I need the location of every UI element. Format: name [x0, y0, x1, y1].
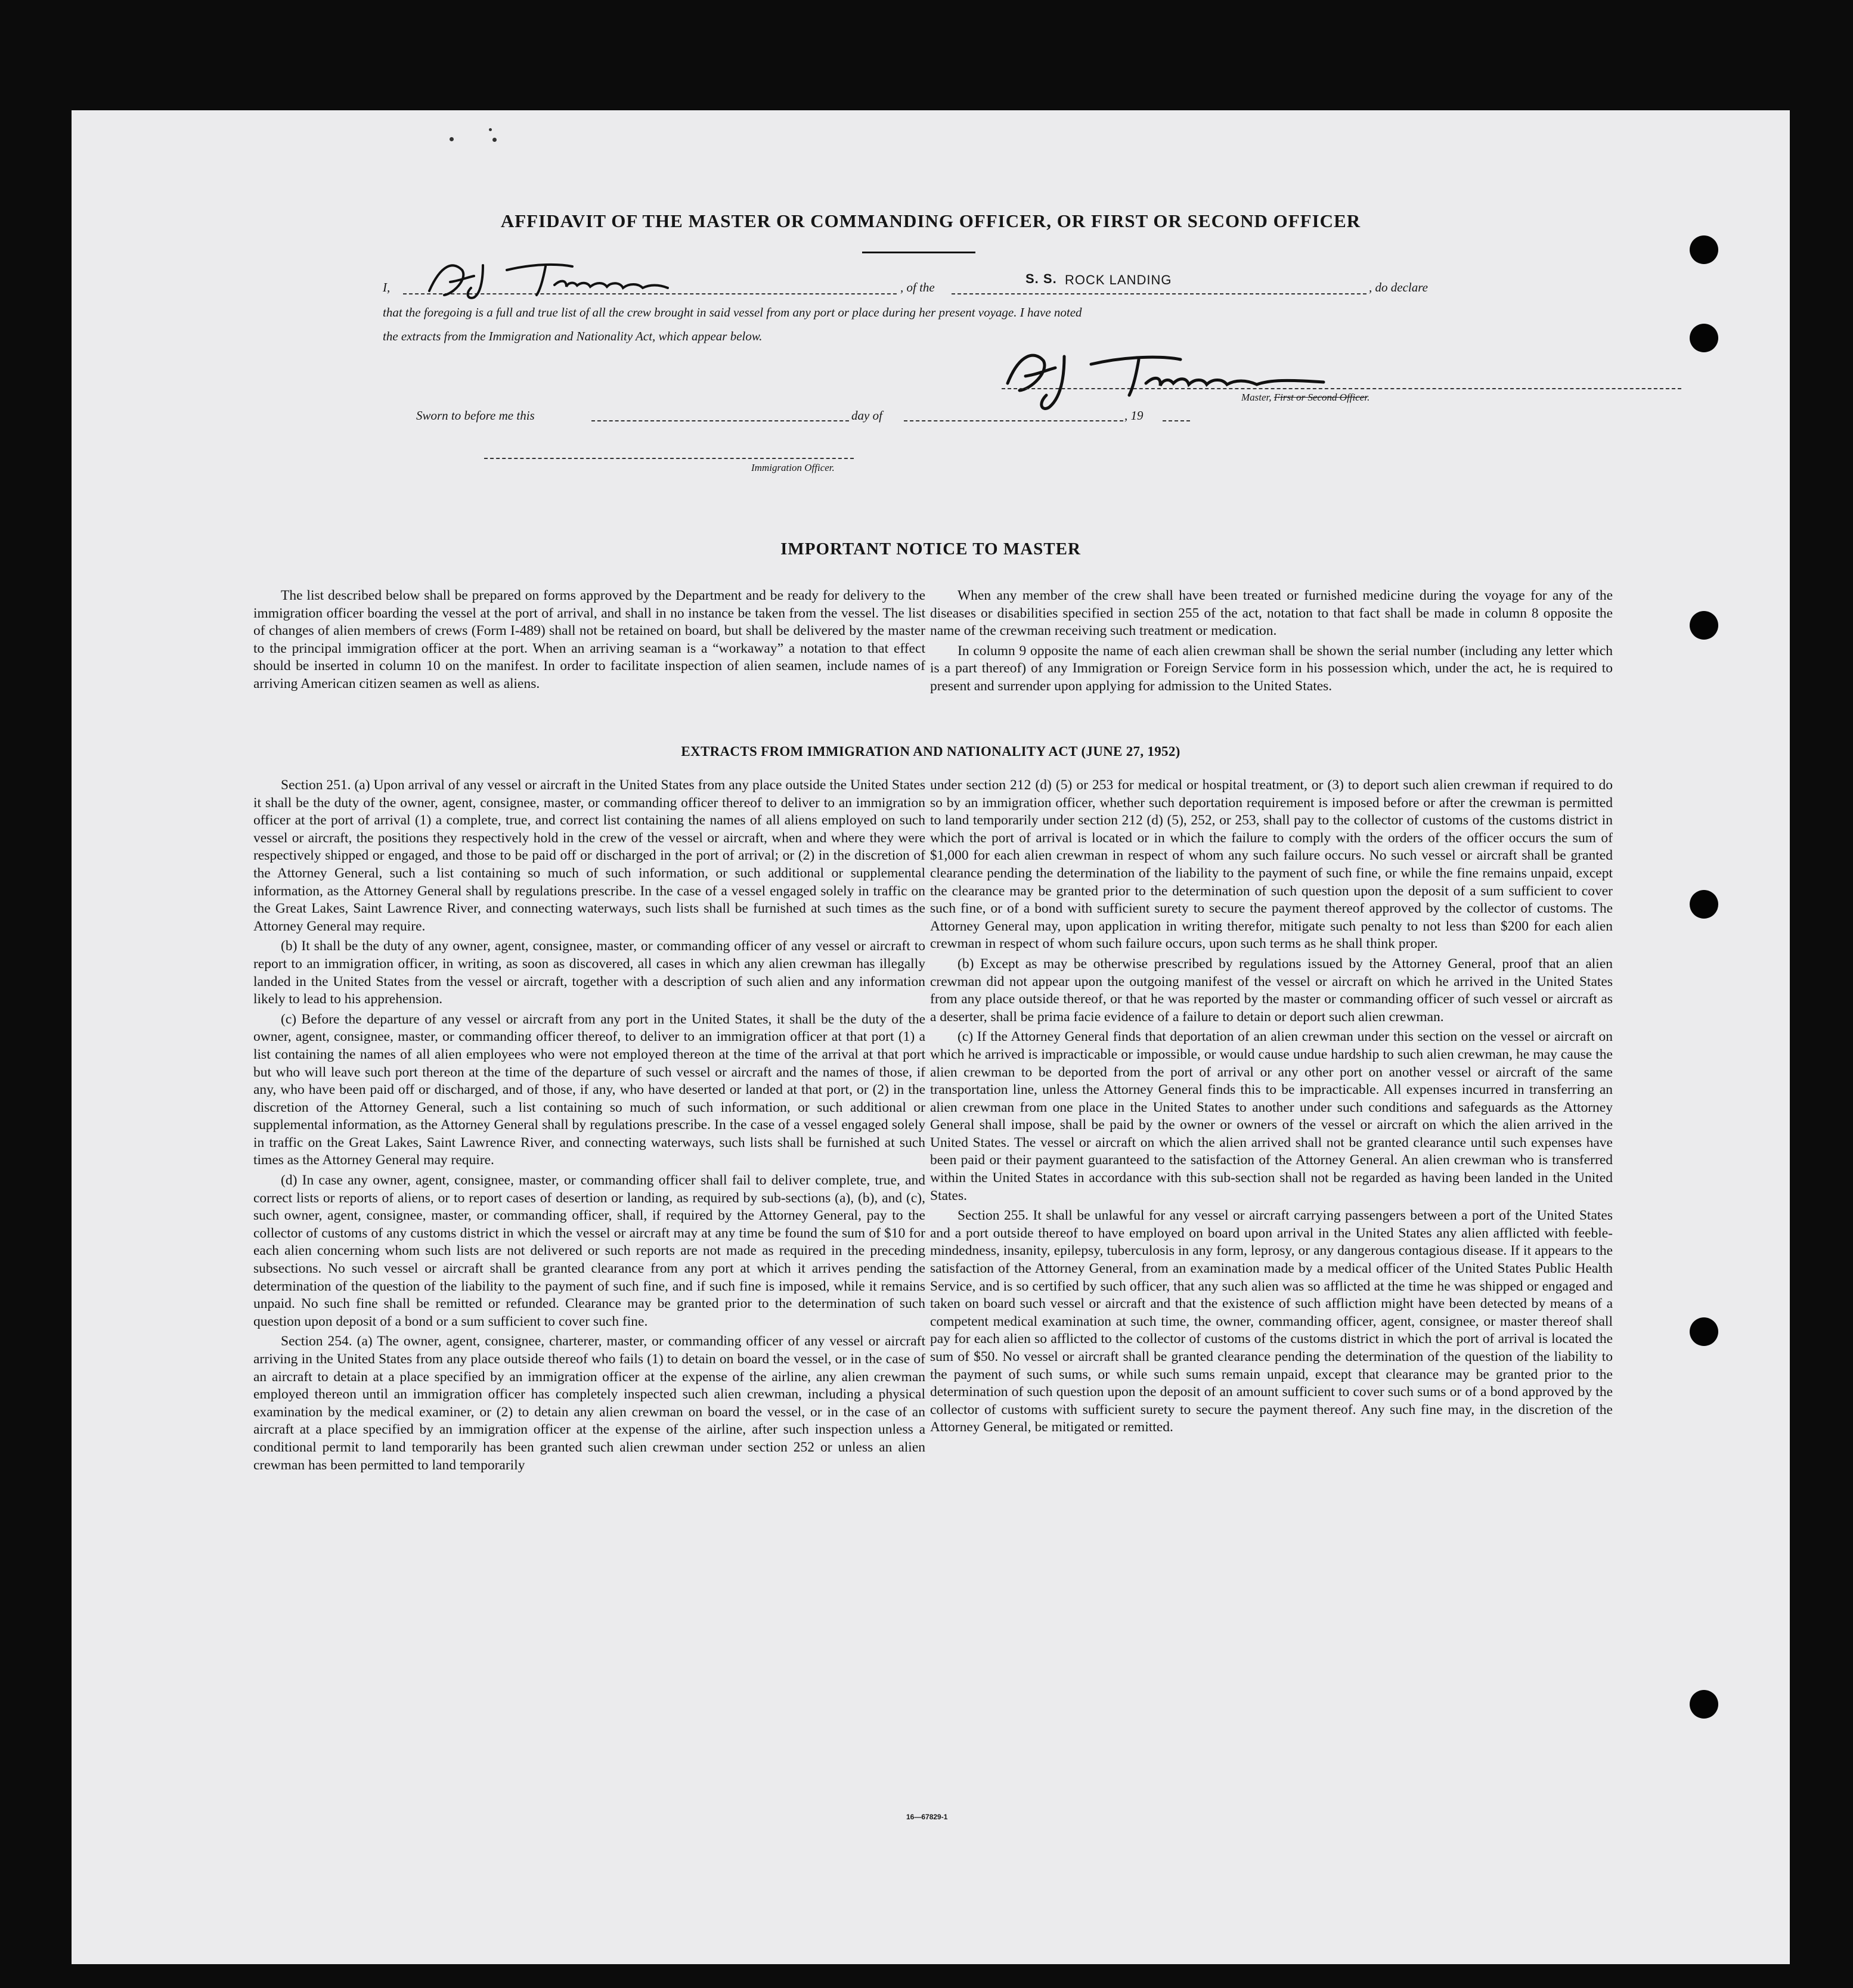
declarant-label: I, — [383, 280, 391, 294]
section-251-d: (d) In case any owner, agent, consignee, master, or commanding officer shall fail to deliver complete, true, and correct lists or reports of aliens, or to report cases of desertion or landing, as required by sub-sections (a), (b), and (c), such owner, agent, consignee, master, or commanding officer, shall, if required by the Attorney General, pay to the collector of customs of any customs district in which the vessel or aircraft may at any time be found the sum of $10 for each alien concerning whom such lists are not delivered or such reports are not made as required in the preceding subsections. No such vessel or aircraft shall be granted clearance from any port at which it arrives pending the determination of the question of the liability to the payment of such fine, and if such fine is imposed, while it remains unpaid. No such fine shall be remitted or refunded. Clearance may be granted prior to the determination of such question upon deposit of a bond or a sum sufficient to cover such fine. — [253, 1173, 925, 1329]
notice-left-column — [253, 587, 925, 693]
master-label: Master, — [1241, 392, 1274, 403]
notice-right-paragraph-1: When any member of the crew shall have been treated or furnished medicine during the voyage for any of the diseases or disabilities specified in section 255 of the act, notation to that fact shall be made in column 8 opposite the name of the crewman receiving such treatment or medication. — [930, 588, 1613, 639]
day-of-label: day of — [851, 408, 882, 423]
immigration-officer-label: Immigration Officer. — [751, 462, 835, 473]
vessel-prefix: S. S. — [1025, 271, 1057, 286]
section-254-b: (b) Except as may be otherwise prescribed by regulations issued by the Attorney General, proof that an alien crewman did not appear upon the outgoing manifest of the vessel or aircraft on which he arrived in the United States from any place outside thereof, or that he was reported by the master or commanding officer of such vessel or aircraft as a deserter, shall be prima facie evidence of a failure to detain or deport such alien crewman. — [930, 956, 1613, 1025]
sworn-date-line — [591, 420, 849, 421]
punch-hole — [1690, 324, 1718, 352]
officer-signature-line — [484, 458, 854, 459]
affidavit-title: AFFIDAVIT OF THE MASTER OR COMMANDING OFFICER, OR FIRST OR SECOND OFFICER — [500, 210, 1361, 231]
struck-officer-label: First or Second Officer — [1273, 392, 1368, 403]
section-255: Section 255. It shall be unlawful for any vessel or aircraft carrying passengers between a port of the United States and a port outside thereof to have employed on board upon arrival in the United States any alien afflicted with feeble-mindedness, insanity, epilepsy, tuberculosis in any form, leprosy, or any dangerous contagious disease. If it appears to the satisfaction of the Attorney General, from an examination made by a medical officer of the United States Public Health Service, and is so certified by such officer, that any such alien was so afflicted at the time he was shipped or engaged and taken on board such vessel or aircraft and that the existence of such affliction might have been detected by means of a competent medical examination at such time, the owner, commanding officer, agent, consignee, or master thereof shall pay for each alien so afflicted to the collector of customs of the customs district in which the port of arrival is located the sum of $50. No vessel or aircraft shall be granted clearance pending the determination of the question of the liability to the payment of such sums, or while such sums remain unpaid, except that clearance may be granted prior to the determination of such question upon the deposit of an amount sufficient to cover such sums or of a bond approved by the collector of customs with sufficient surety to secure the payment thereof. Any such fine may, in the discretion of the Attorney General, be mitigated or remitted. — [930, 1208, 1613, 1435]
notice-left-paragraph: The list described below shall be prepared on forms approved by the Department and be ready for delivery to the immigration officer boarding the vessel at the port of arrival, and shall in no instance be taken from the vessel. The list of changes of alien members of crews (Form I-489) shall not be retained on board, but shall be delivered by the master to the principal immigration officer at the port. When an arriving seaman is a “workaway” a notation to that effect should be inserted in column 10 on the manifest. In order to facilitate inspection of alien seamen, include names of arriving American citizen seamen as well as aliens. — [253, 588, 925, 691]
month-line — [904, 420, 1123, 421]
section-251-b: (b) It shall be the duty of any owner, agent, consignee, master, or commanding officer of any vessel or aircraft to report to an immigration officer, in writing, as soon as discovered, all cases in which any alien crewman has illegally landed in the United States from the vessel or aircraft, together with a description of such alien and any information likely to lead to his apprehension. — [253, 938, 925, 1007]
section-251-a: Section 251. (a) Upon arrival of any vessel or aircraft in the United States from any place outside the United States it shall be the duty of the owner, agent, consignee, master, or commanding officer thereof to deliver to an immigration officer at the port of arrival (1) a complete, true, and correct list containing the names of all aliens employed on such vessel or aircraft, the positions they respectively hold in the crew of the vessel or aircraft, when and where they were respectively shipped or engaged, and those to be paid off or discharged in the port of arrival; or (2) in the discretion of the Attorney General, such a list containing so much of such information, or such additional or supplemental information, as the Attorney General shall by regulations prescribe. In the case of a vessel engaged solely in traffic on the Great Lakes, Saint Lawrence River, and connecting waterways, such lists shall be furnished at such times as the Attorney General may require. — [253, 777, 925, 934]
form-number: 16—67829-1 — [906, 1813, 948, 1821]
vessel-name: ROCK LANDING — [1065, 272, 1172, 287]
signature-line — [1002, 388, 1681, 389]
extracts-right-column — [930, 777, 1613, 1437]
year-line — [1163, 420, 1190, 421]
section-254-a-continued: under section 212 (d) (5) or 253 for medical or hospital treatment, or (3) to deport such alien crewman if required to do so by an immigration officer, whether such deportation requirement is imposed before or after the crewman is permitted to land temporarily under section 212 (d) (5), 252, or 253, shall pay to the collector of customs of the customs district in which the port of arrival is located or in which the failure to comply with the orders of the officer occurs the sum of $1,000 for each alien crewman in respect of whom any such failure occurs. No such vessel or aircraft shall be granted clearance pending the determination of the liability to the payment of such fine, or while the fine remains unpaid, except the clearance may be granted prior to the determination of such question upon the deposit of a sum sufficient to cover such fine, or of a bond with sufficient surety to secure the payment thereof approved by the collector of customs. The Attorney General may, upon application in writing therefor, mitigate such penalty to not less than $200 for each alien crewman in respect of whom such failure occurs, upon such terms as he shall think proper. — [930, 777, 1613, 952]
declare-label: , do declare — [1369, 280, 1428, 294]
master-officer-label — [1241, 392, 1369, 404]
extracts-title: EXTRACTS FROM IMMIGRATION AND NATIONALITY ACT (JUNE 27, 1952) — [681, 744, 1180, 759]
section-254-a: Section 254. (a) The owner, agent, consignee, charterer, master, or commanding officer of any vessel or aircraft arriving in the United States from any place outside thereof who fails (1) to detain on board the vessel, or in the case of an aircraft to detain at a place specified by an immigration officer at the expense of the airline, any alien crewman employed thereon until an immigration officer has completely inspected such alien crewman, including a physical examination by the medical examiner, or (2) to detain any alien crewman on board the vessel, or in the case of an aircraft at a place specified by an immigration officer at the expense of the airline, after such inspection unless a conditional permit to land temporarily has been granted such alien crewman under section 252 or unless an alien crewman has been permitted to land temporarily — [253, 1333, 925, 1473]
speck-mark — [489, 128, 492, 131]
punch-hole — [1690, 890, 1718, 919]
section-254-c: (c) If the Attorney General finds that deportation of an alien crewman under this section on the vessel or aircraft on which he arrived is impracticable or impossible, or would cause undue hardship to such alien crewman, he may cause the alien crewman to be deported from the port of arrival or any other port on another vessel or aircraft of the same transportation line, unless the Attorney General finds this to be impracticable. All expenses incurred in transferring an alien crewman from one place in the United States to another under such conditions and safeguards as the Attorney General shall impose, shall be paid by the owner or owners of the vessel or aircraft on which the alien arrived in the United States. The vessel or aircraft on which the alien arrived shall not be granted clearance until such expenses have been paid or their payment guaranteed to the satisfaction of the Attorney General. An alien crewman who is transferred within the United States in accordance with this sub-section shall not be regarded as having been landed in the United States. — [930, 1029, 1613, 1204]
document-page — [72, 110, 1790, 1964]
vessel-line — [952, 293, 1366, 294]
extracts-left-column — [253, 777, 925, 1474]
speck-mark — [492, 138, 497, 142]
affidavit-line-3: the extracts from the Immigration and Nationality Act, which appear below. — [383, 329, 763, 343]
of-the-label: , of the — [900, 280, 935, 294]
section-251-c: (c) Before the departure of any vessel or aircraft from any port in the United States, it shall be the duty of the owner, agent, consignee, master, or commanding officer thereof, to deliver to an immigration officer at that port (1) a list containing the names of all alien employees who were not employed thereon at the time of the arrival at that port but who will leave such port thereon at the time of the departure of such vessel or aircraft and the names of those, if any, who have been paid off or discharged, and of those, if any, who have deserted or landed at that port, or (2) in the discretion of the Attorney General, such a list containing so much of such information, or such additional or supplemental information, as the Attorney General shall by regulations prescribe. In the case of a vessel engaged solely in traffic on the Great Lakes, Saint Lawrence River, and connecting waterways, such lists shall be furnished at such times as the Attorney General may require. — [253, 1011, 925, 1168]
punch-hole — [1690, 611, 1718, 640]
faint-handwriting — [799, 1905, 807, 1928]
punch-hole — [1690, 1317, 1718, 1346]
title-rule — [862, 252, 975, 253]
notice-title: IMPORTANT NOTICE TO MASTER — [780, 539, 1081, 559]
speck-mark — [450, 137, 454, 141]
notice-right-column — [930, 587, 1613, 696]
punch-hole — [1690, 235, 1718, 264]
sworn-label: Sworn to before me this — [416, 408, 535, 423]
affidavit-line-2: that the foregoing is a full and true list of all the crew brought in said vessel from any port or place during her present voyage. I have noted — [383, 305, 1082, 320]
master-signature-top — [417, 258, 751, 300]
year-label: , 19 — [1124, 408, 1144, 423]
master-end: . — [1367, 392, 1370, 403]
punch-hole — [1690, 1690, 1718, 1719]
notice-right-paragraph-2: In column 9 opposite the name of each alien crewman shall be shown the serial number (including any letter which is a part thereof) of any Immigration or Foreign Service form in his possession which, under the act, he is required to present and surrender upon applying for admission to the United States. — [930, 643, 1613, 694]
